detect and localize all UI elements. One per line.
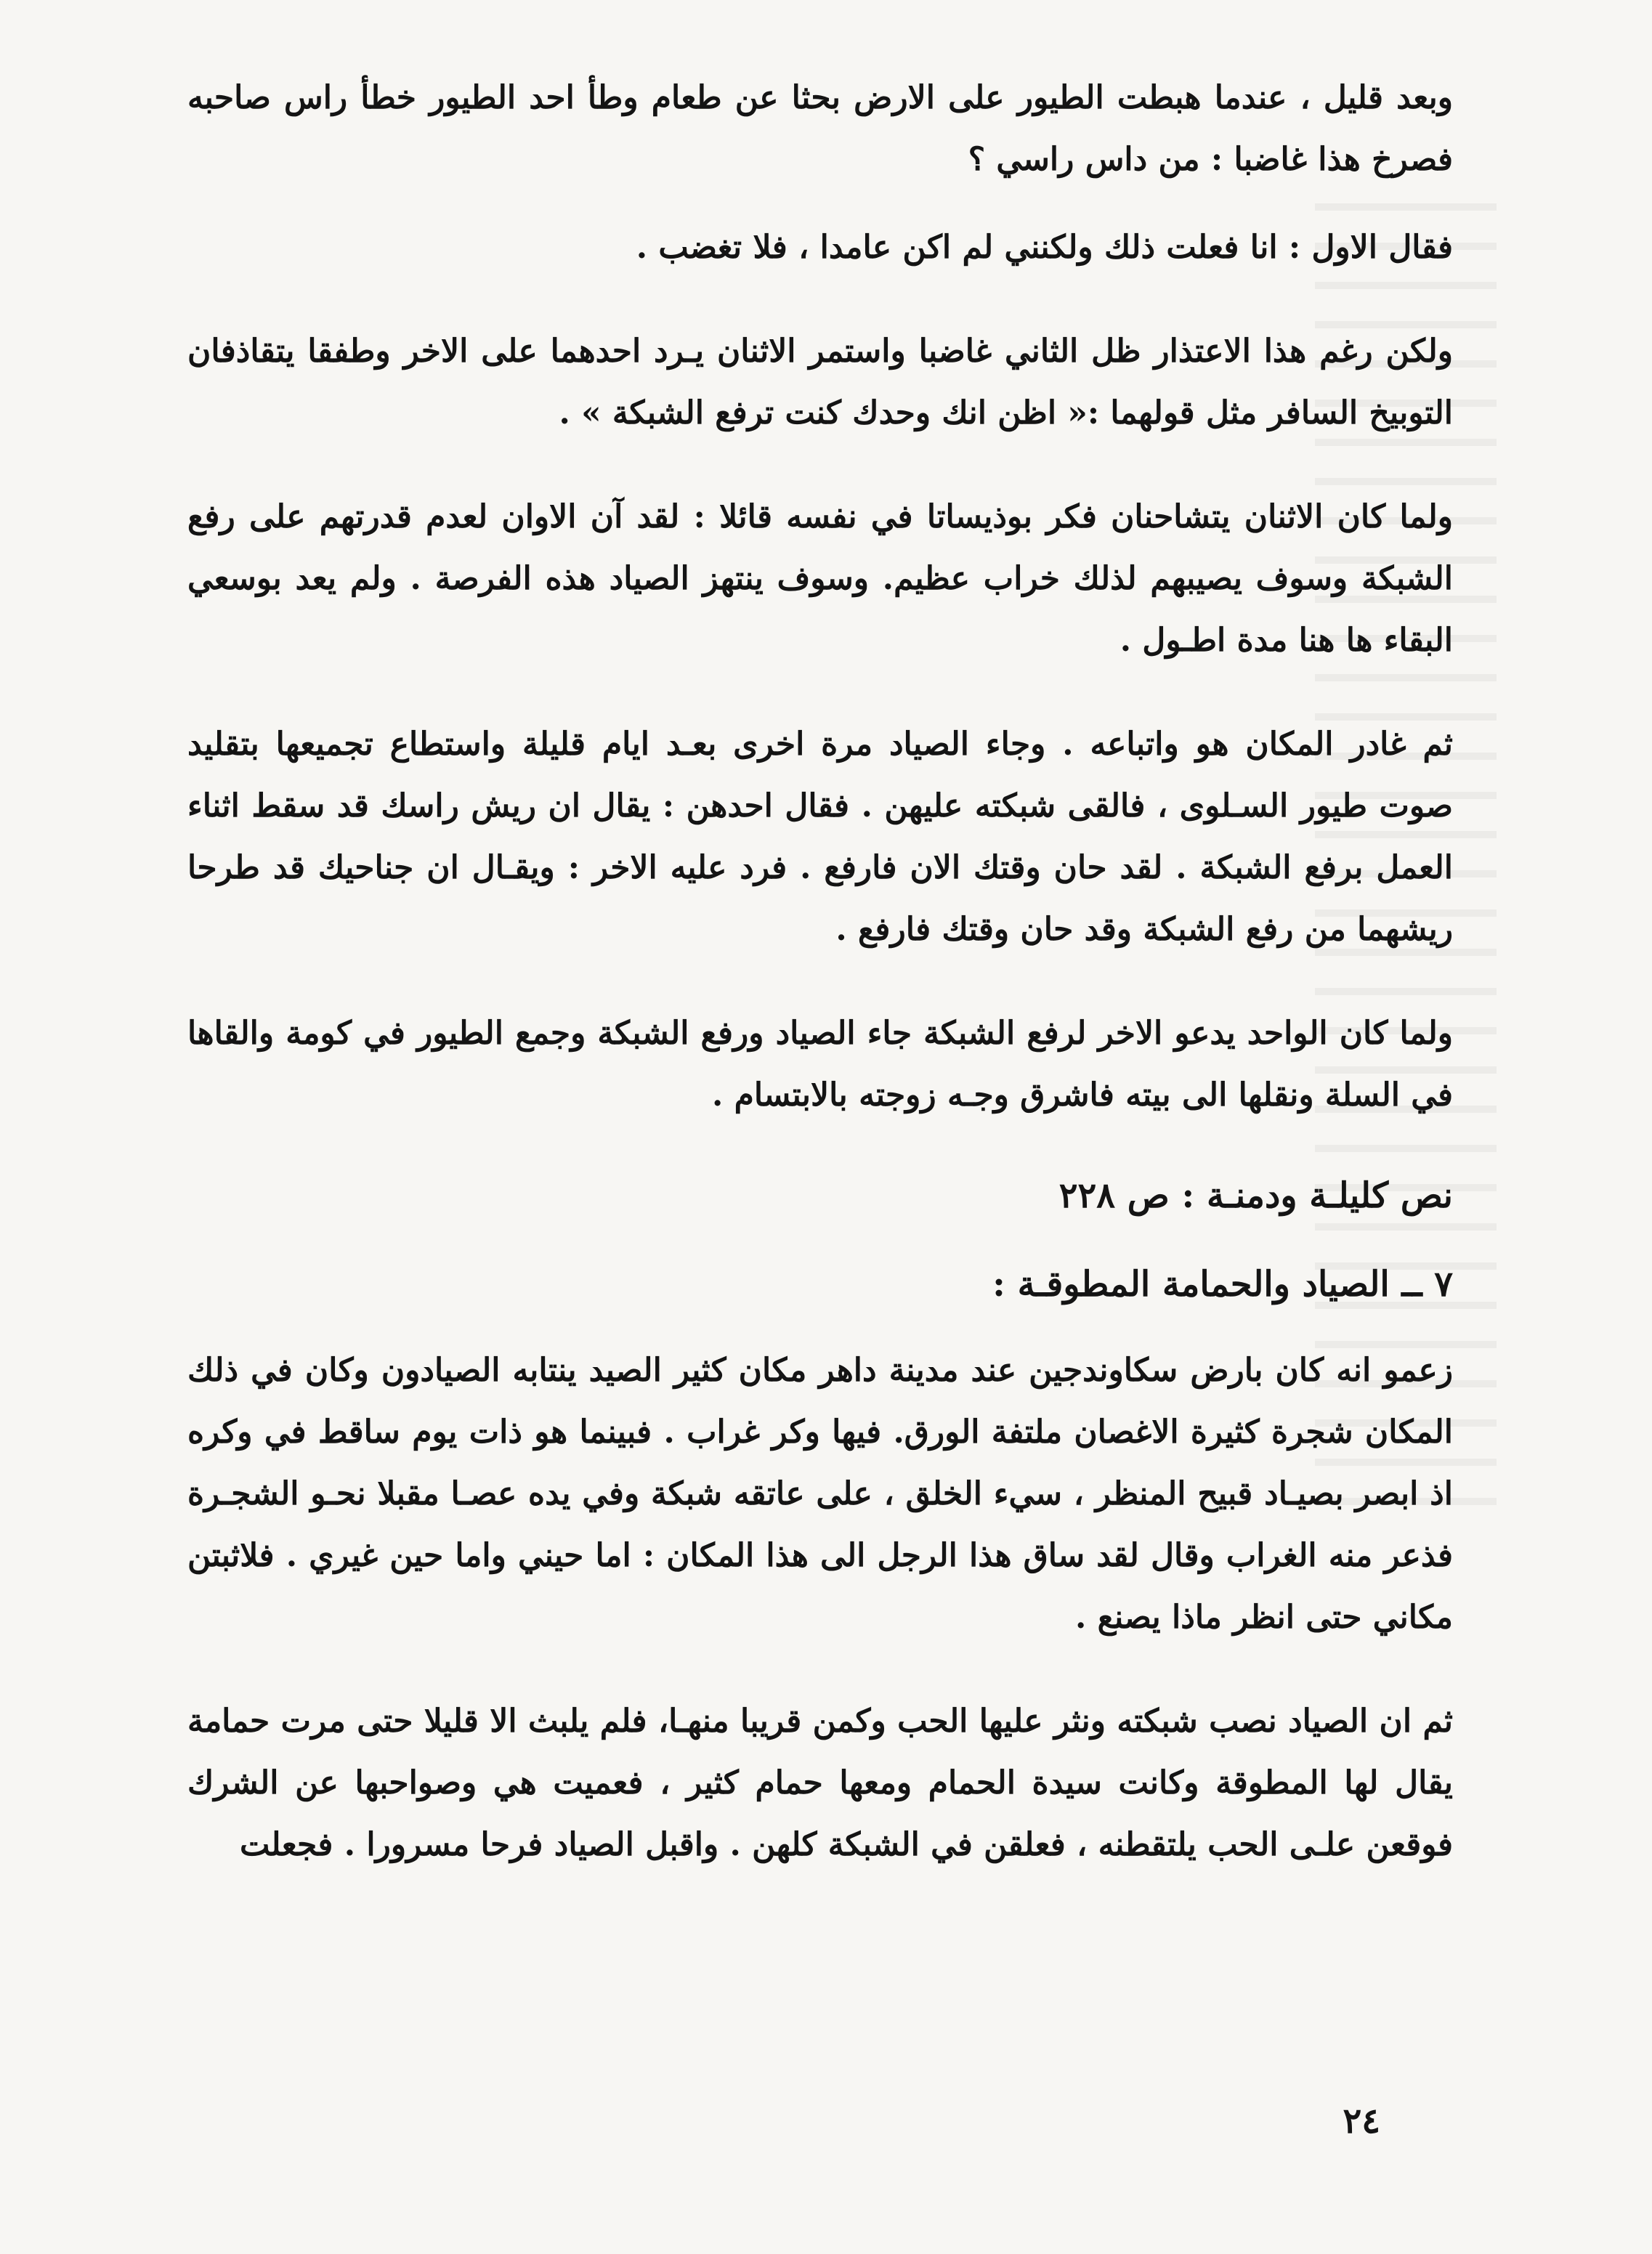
paragraph-8: ثم ان الصياد نصب شبكته ونثر عليها الحب وكمن قريبا منهـا، فلم يلبث الا قليلا حتى مرت حمامة يقال لها المطوقة وكانت سيدة الحمام ومعها حمام كثير ، فعميت هي وصواحبها عن الشرك فوقعن علـى الحب يلتقطنه ، فعلقن في الشبكة كلهن . واقبل الصياد فرحا مسرورا . فجعلت [187,1703,1453,1863]
paragraph-1: وبعد قليل ، عندما هبطت الطيور على الارض بحثا عن طعام وطأ احد الطيور خطأ راس صاحبه فصرخ هذا غاضبا : من داس راسي ؟ [187,79,1453,178]
source-heading: نص كليلـة ودمنـة : ص ٢٢٨ [1058,1175,1453,1216]
paragraph-3: ولكن رغم هذا الاعتذار ظل الثاني غاضبا واستمر الاثنان يـرد احدهما على الاخر وطفقا يتقاذفان التوبيخ السافر مثل قولهما :« اظن انك وحدك كنت ترفع الشبكة » . [187,333,1453,431]
page-number: ٢٤ [1343,2101,1380,2141]
paragraph-4: ولما كان الاثنان يتشاحنان فكر بوذيساتا في نفسه قائلا : لقد آن الاوان لعدم قدرتهم على رفع الشبكة وسوف يصيبهم لذلك خراب عظيم. وسوف ينتهز الصياد هذه الفرصة . ولم يعد بوسعي البقاء ها هنا مدة اطـول . [187,498,1453,659]
paragraph-6: ولما كان الواحد يدعو الاخر لرفع الشبكة جاء الصياد ورفع الشبكة وجمع الطيور في كومة والقاها في السلة ونقلها الى بيته فاشرق وجـه زوجته بالابتسام . [187,1015,1453,1114]
section-heading: ٧ ــ الصياد والحمامة المطوقـة : [992,1264,1453,1305]
paragraph-5: ثم غادر المكان هو واتباعه . وجاء الصياد مرة اخرى بعـد ايام قليلة واستطاع تجميعها بتقليد صوت طيور السـلوى ، فالقى شبكته عليهن . فقال احدهن : يقال ان ريش راسك قد سقط اثناء العمل برفع الشبكة . لقد حان وقتك الان فارفع . فرد عليه الاخر : ويقـال ان جناحيك قد طرحا ريشهما من رفع الشبكة وقد حان وقتك فارفع . [187,726,1453,948]
paragraph-2: فقال الاول : انا فعلت ذلك ولكنني لم اكن عامدا ، فلا تغضب . [636,229,1453,266]
book-page [187,67,1453,2217]
paragraph-7: زعمو انه كان بارض سكاوندجين عند مدينة داهر مكان كثير الصيد ينتابه الصيادون وكان في ذلك المكان شجرة كثيرة الاغصان ملتفة الورق. فيها وكر غراب . فبينما هو ذات يوم ساقط في وكره اذ ابصر بصيـاد قبيح المنظر ، سيء الخلق ، على عاتقه شبكة وفي يده عصـا مقبلا نحـو الشجـرة فذعر منه الغراب وقال لقد ساق هذا الرجل الى هذا المكان : اما حيني واما حين غيري . فلاثبتن مكاني حتى انظر ماذا يصنع . [187,1352,1453,1636]
